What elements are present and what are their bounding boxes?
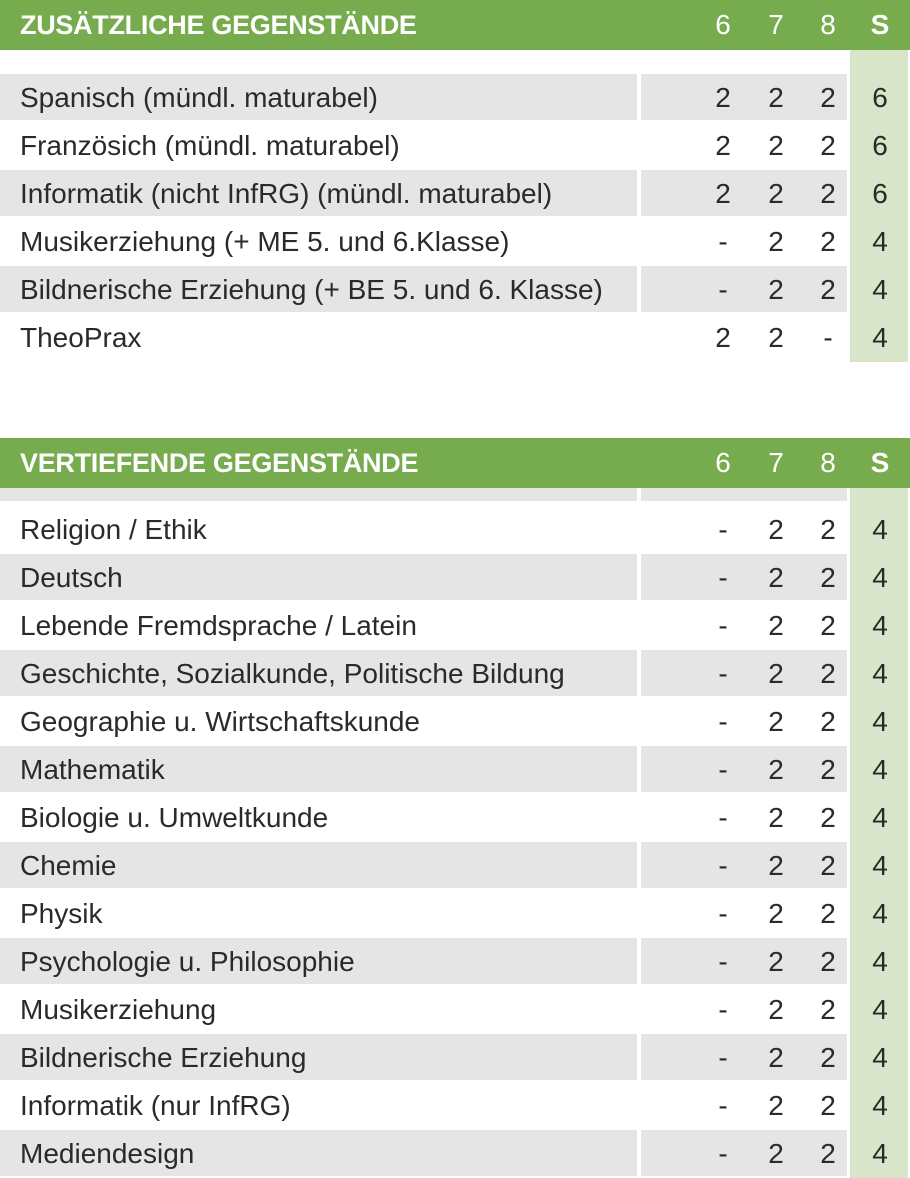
table-row xyxy=(0,650,910,696)
hours-grade-7: 2 xyxy=(768,802,784,833)
table-row xyxy=(0,890,910,936)
hours-grade-8: 2 xyxy=(820,898,836,929)
hours-grade-7: 2 xyxy=(768,514,784,545)
table-row xyxy=(0,170,910,216)
table-row xyxy=(0,266,910,312)
table-row xyxy=(0,938,910,984)
column-header-7: 7 xyxy=(768,9,784,40)
hours-grade-6: - xyxy=(718,658,728,689)
subject-name: Psychologie u. Philosophie xyxy=(20,946,355,977)
hours-grade-8: 2 xyxy=(820,754,836,785)
hours-grade-6: - xyxy=(718,898,728,929)
hours-grade-8: 2 xyxy=(820,658,836,689)
hours-grade-7: 2 xyxy=(768,994,784,1025)
hours-grade-8: 2 xyxy=(820,562,836,593)
hours-grade-6: - xyxy=(718,226,728,257)
table-row xyxy=(0,794,910,840)
hours-sum: 4 xyxy=(872,994,888,1025)
table-row xyxy=(0,218,910,264)
hours-grade-8: 2 xyxy=(820,1090,836,1121)
table-row xyxy=(0,986,910,1032)
hours-grade-8: 2 xyxy=(820,610,836,641)
hours-grade-6: 2 xyxy=(715,130,731,161)
column-header-6: 6 xyxy=(715,447,731,478)
section-header xyxy=(0,0,910,50)
table-row xyxy=(0,314,910,360)
hours-sum: 4 xyxy=(872,802,888,833)
hours-grade-8: 2 xyxy=(820,514,836,545)
hours-sum: 6 xyxy=(872,130,888,161)
column-header-7: 7 xyxy=(768,447,784,478)
table-row xyxy=(0,74,910,120)
table-row xyxy=(0,842,910,888)
table-row xyxy=(0,554,910,600)
subject-name: Informatik (nur InfRG) xyxy=(20,1090,291,1121)
table-row xyxy=(0,746,910,792)
hours-sum: 4 xyxy=(872,754,888,785)
hours-grade-7: 2 xyxy=(768,706,784,737)
subject-name: Lebende Fremdsprache / Latein xyxy=(20,610,417,641)
section-header xyxy=(0,438,910,488)
subject-name: Mediendesign xyxy=(20,1138,195,1169)
hours-grade-6: - xyxy=(718,610,728,641)
hours-grade-6: - xyxy=(718,1090,728,1121)
hours-grade-7: 2 xyxy=(768,850,784,881)
section-title: ZUSÄTZLICHE GEGENSTÄNDE xyxy=(20,10,417,40)
subject-name: Musikerziehung xyxy=(20,994,217,1025)
subject-name: Musikerziehung (+ ME 5. und 6.Klasse) xyxy=(20,226,510,257)
hours-sum: 4 xyxy=(872,658,888,689)
hours-grade-7: 2 xyxy=(768,562,784,593)
hours-grade-8: - xyxy=(823,322,833,353)
subject-name: TheoPrax xyxy=(20,322,142,353)
hours-sum: 6 xyxy=(872,82,888,113)
hours-grade-6: - xyxy=(718,1138,728,1169)
hours-sum: 4 xyxy=(872,946,888,977)
hours-grade-7: 2 xyxy=(768,754,784,785)
subject-name: Informatik (nicht InfRG) (mündl. maturabel) xyxy=(20,178,553,209)
column-header-8: 8 xyxy=(820,447,836,478)
hours-grade-6: 2 xyxy=(715,322,731,353)
hours-grade-8: 2 xyxy=(820,1042,836,1073)
hours-grade-7: 2 xyxy=(768,178,784,209)
hours-grade-8: 2 xyxy=(820,706,836,737)
table-row xyxy=(0,1082,910,1128)
hours-grade-7: 2 xyxy=(768,658,784,689)
hours-sum: 4 xyxy=(872,562,888,593)
table-row xyxy=(0,1130,910,1176)
section-advanced-subjects xyxy=(0,438,910,1169)
hours-grade-6: - xyxy=(718,850,728,881)
hours-grade-6: - xyxy=(718,946,728,977)
hours-sum: 4 xyxy=(872,1138,888,1169)
hours-grade-8: 2 xyxy=(820,850,836,881)
subject-name: Physik xyxy=(20,898,103,929)
table-row xyxy=(0,506,910,552)
hours-grade-7: 2 xyxy=(768,898,784,929)
hours-grade-6: 2 xyxy=(715,82,731,113)
hours-sum: 6 xyxy=(872,178,888,209)
table-row xyxy=(0,122,910,168)
hours-grade-6: - xyxy=(718,994,728,1025)
hours-grade-8: 2 xyxy=(820,1138,836,1169)
column-header-6: 6 xyxy=(715,9,731,40)
hours-grade-6: - xyxy=(718,754,728,785)
hours-grade-6: - xyxy=(718,274,728,305)
hours-grade-8: 2 xyxy=(820,82,836,113)
hours-grade-8: 2 xyxy=(820,802,836,833)
hours-grade-7: 2 xyxy=(768,130,784,161)
hours-grade-8: 2 xyxy=(820,130,836,161)
table-row xyxy=(0,698,910,744)
divider-strip xyxy=(0,488,637,501)
subject-name: Geographie u. Wirtschaftskunde xyxy=(20,706,420,737)
column-header-sum: S xyxy=(870,9,890,40)
hours-grade-8: 2 xyxy=(820,946,836,977)
hours-grade-6: - xyxy=(718,706,728,737)
hours-sum: 4 xyxy=(872,850,888,881)
divider-strip xyxy=(641,488,847,501)
hours-sum: 4 xyxy=(872,226,888,257)
hours-grade-7: 2 xyxy=(768,322,784,353)
hours-grade-6: - xyxy=(718,1042,728,1073)
subject-name: Deutsch xyxy=(20,562,123,593)
section-additional-subjects xyxy=(0,0,910,353)
subject-name: Spanisch (mündl. maturabel) xyxy=(20,82,378,113)
hours-sum: 4 xyxy=(872,514,888,545)
table-row xyxy=(0,602,910,648)
subject-name: Chemie xyxy=(20,850,117,881)
subject-name: Religion / Ethik xyxy=(20,514,207,545)
hours-grade-7: 2 xyxy=(768,82,784,113)
hours-sum: 4 xyxy=(872,322,888,353)
hours-grade-7: 2 xyxy=(768,946,784,977)
hours-grade-8: 2 xyxy=(820,226,836,257)
hours-grade-7: 2 xyxy=(768,1042,784,1073)
hours-sum: 4 xyxy=(872,610,888,641)
hours-grade-7: 2 xyxy=(768,226,784,257)
hours-grade-7: 2 xyxy=(768,274,784,305)
hours-grade-6: - xyxy=(718,514,728,545)
hours-grade-7: 2 xyxy=(768,1138,784,1169)
hours-sum: 4 xyxy=(872,274,888,305)
hours-grade-6: 2 xyxy=(715,178,731,209)
hours-grade-8: 2 xyxy=(820,994,836,1025)
subject-name: Mathematik xyxy=(20,754,165,785)
column-header-sum: S xyxy=(870,447,890,478)
hours-grade-8: 2 xyxy=(820,274,836,305)
subject-name: Geschichte, Sozialkunde, Politische Bildung xyxy=(20,658,565,689)
section-title: VERTIEFENDE GEGENSTÄNDE xyxy=(20,448,419,478)
subject-name: Französich (mündl. maturabel) xyxy=(20,130,400,161)
hours-sum: 4 xyxy=(872,1090,888,1121)
subject-name: Bildnerische Erziehung (+ BE 5. und 6. Klasse) xyxy=(20,274,603,305)
table-row xyxy=(0,1034,910,1080)
hours-sum: 4 xyxy=(872,1042,888,1073)
subject-name: Biologie u. Umweltkunde xyxy=(20,802,329,833)
column-header-8: 8 xyxy=(820,9,836,40)
hours-grade-8: 2 xyxy=(820,178,836,209)
hours-grade-7: 2 xyxy=(768,610,784,641)
hours-grade-6: - xyxy=(718,802,728,833)
hours-grade-7: 2 xyxy=(768,1090,784,1121)
subject-name: Bildnerische Erziehung xyxy=(20,1042,307,1073)
hours-sum: 4 xyxy=(872,898,888,929)
hours-sum: 4 xyxy=(872,706,888,737)
hours-grade-6: - xyxy=(718,562,728,593)
